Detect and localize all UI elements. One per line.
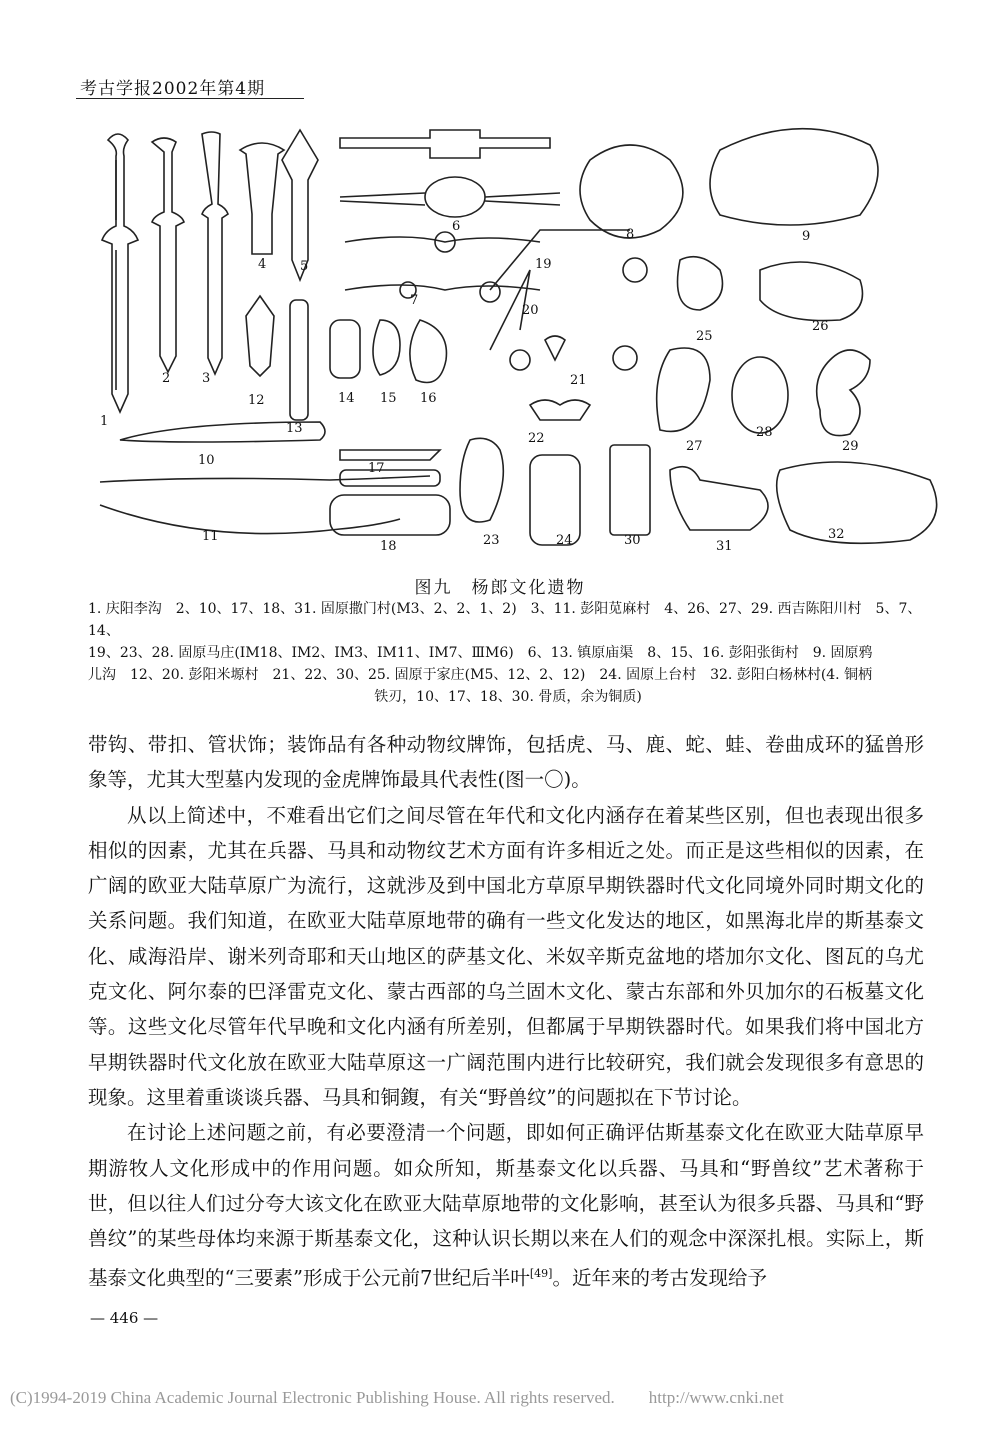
artifact-32-plaque (777, 462, 937, 543)
artifact-3-dagger (202, 132, 228, 374)
figure-number-label: 12 (248, 393, 265, 408)
figure-number-label: 21 (570, 373, 587, 388)
figure-number-label: 32 (828, 527, 845, 542)
figure-number-label: 22 (528, 431, 545, 446)
figure-number-label: 29 (842, 439, 859, 454)
figure-number-label: 25 (696, 329, 713, 344)
artifact-2-dagger (152, 138, 184, 372)
artifact-1-dagger (102, 134, 138, 412)
figure-number-label: 31 (716, 539, 733, 554)
artifact-6-bridle (340, 130, 550, 158)
citation: [49] (529, 1267, 553, 1281)
figure-number-label: 16 (420, 391, 437, 406)
figure-number-label: 5 (300, 259, 309, 274)
figure-number-label: 18 (380, 539, 397, 554)
figure-numbers (100, 219, 859, 554)
artifact-26-plaque (760, 262, 863, 321)
artifact-19-bridle-link (490, 230, 630, 350)
figure-number-label: 7 (410, 293, 419, 308)
artifact-13-tube (290, 300, 308, 420)
figure-number-label: 14 (338, 391, 355, 406)
artifact-15-plaque (373, 320, 400, 375)
figure-number-label: 30 (624, 533, 641, 548)
paragraph: 带钩、带扣、管状饰；装饰品有各种动物纹牌饰，包括虎、马、鹿、蛇、蛙、卷曲成环的猛兽形象等，尤其大型墓内发现的金虎牌饰最具代表性(图一〇)。 (88, 733, 924, 792)
figure-number-label: 8 (626, 227, 635, 242)
paragraph: 从以上简述中，不难看出它们之间尽管在年代和文化内涵存在着某些区别，但也表现出很多相似的因素，尤其在兵器、马具和动物纹艺术方面有许多相近之处。而正是这些相似的因素，在广阔的欧亚大陆草原广为流行，这就涉及到中国北方草原早期铁器时代文化同境外同时期文化的关系问题。我们知道，在欧亚大陆草原地带的确有一些文化发达的地区，如黑海北岸的斯基泰文化、咸海沿岸、谢米列奇耶和天山地区的萨基文化、米奴辛斯克盆地的塔加尔文化、图瓦的乌尤克文化、阿尔泰的巴泽雷克文化、蒙古西部的乌兰固木文化、蒙古东部和外贝加尔的石板墓文化等。这些文化尽管年代早晚和文化内涵有所差别，但都属于早期铁器时代。如果我们将中国北方早期铁器时代文化放在欧亚大陆草原这一广阔范围内进行比较研究，我们就会发现很多有意思的现象。这里着重谈谈兵器、马具和铜鍑，有关“野兽纹”的问题拟在下节讨论。 (88, 803, 924, 1109)
body-text (88, 727, 924, 1296)
figure-number-label: 24 (556, 533, 573, 548)
artifact-31-deer (670, 467, 768, 530)
paragraph-text: 在讨论上述问题之前，有必要澄清一个问题，即如何正确评估斯基泰文化在欧亚大陆草原早期游牧人文化形成中的作用问题。如众所知，斯基泰文化以兵器、马具和“野兽纹”艺术著称于世，但以往人们过分夸大该文化在欧亚大陆草原地带的文化影响，甚至认为很多兵器、马具和“野兽纹”的某些母体均来源于斯基泰文化，这种认识长期以来在人们的观念中深深扎根。实际上，斯基泰文化典型的“三要素”形成于公元前7世纪后半叶 (88, 1121, 924, 1290)
figure-number-label: 27 (686, 439, 703, 454)
figure-number-label: 6 (452, 219, 461, 234)
artifact-30-tube (610, 445, 650, 535)
page-number: — 446 — (90, 1309, 159, 1327)
figure-number-label: 1 (100, 414, 109, 429)
figure-number-label: 3 (202, 371, 211, 386)
artifact-29-plaque (817, 350, 870, 436)
figure-number-label: 17 (368, 461, 385, 476)
artifact-18-bone (330, 495, 450, 535)
figure-number-label: 13 (286, 421, 303, 436)
artifact-11-saw (100, 476, 430, 534)
artifact-24-plaque (530, 455, 580, 545)
caption-note-line: 儿沟 12、20. 彭阳米塬村 21、22、30、25. 固原于家庄(M5、12、2、12) 24. 固原上台村 32. 彭阳白杨林村(4. 铜柄 (88, 667, 873, 683)
figure-number-label: 19 (535, 257, 552, 272)
copyright-footer: (C)1994-2019 China Academic Journal Electronic Publishing House. All rights reserved. http://www.cnki.net (10, 1388, 784, 1407)
artifact-9-tiger-plaque (710, 129, 878, 225)
artifact-14-plaque (330, 320, 360, 378)
figure-number-label: 10 (198, 453, 215, 468)
artifact-16-plaque (410, 320, 447, 383)
artifact-plate (90, 120, 950, 566)
artifact-23-plaque (460, 438, 503, 522)
figure-number-label: 15 (380, 391, 397, 406)
figure-number-label: 11 (202, 529, 219, 544)
artifact-8-plaque (580, 145, 683, 238)
figure-number-label: 4 (258, 257, 267, 272)
artifact-22-ornament (530, 400, 590, 420)
figure-caption-notes (88, 598, 928, 708)
artifact-17-bone (340, 450, 440, 460)
figure-number-label: 9 (802, 229, 811, 244)
artifact-25-plaque (678, 257, 723, 310)
caption-note-line: 19、23、28. 固原马庄(ⅠM18、ⅠM2、ⅠM3、ⅠM11、ⅠM7、ⅢM6) 6、13. 镇原庙渠 8、15、16. 彭阳张街村 9. 固原鸦 (88, 645, 873, 661)
artifact-21-head (545, 336, 565, 360)
artifact-7-bit (345, 237, 540, 290)
figure-number-label: 23 (483, 533, 500, 548)
figure-number-label: 26 (812, 319, 829, 334)
artifact-28-plaque (732, 357, 788, 433)
caption-note-line: 1. 庆阳李沟 2、10、17、18、31. 固原撒门村(M3、2、2、1、2) 3、11. 彭阳苋麻村 4、26、27、29. 西吉陈阳川村 5、7、14、 (88, 601, 922, 639)
artifact-12-arrowhead (246, 296, 274, 376)
caption-note-line: 铁刃，10、17、18、30. 骨质，余为铜质) (374, 689, 642, 705)
artifact-4-knife (240, 143, 284, 254)
journal-header: 考古学报2002年第4期 (80, 79, 266, 99)
figure-number-label: 20 (522, 303, 539, 318)
artifact-27-plaque (657, 348, 710, 431)
header-rule (76, 98, 304, 99)
artifact-5-spearhead (282, 130, 318, 280)
figure-number-label: 2 (162, 371, 171, 386)
figure-number-label: 28 (756, 425, 773, 440)
paragraph (88, 1115, 924, 1296)
artifact-figure (90, 120, 950, 566)
paragraph-text: 。近年来的考古发现给予 (552, 1266, 767, 1290)
figure-caption-title: 图九 杨郎文化遗物 (414, 578, 586, 598)
